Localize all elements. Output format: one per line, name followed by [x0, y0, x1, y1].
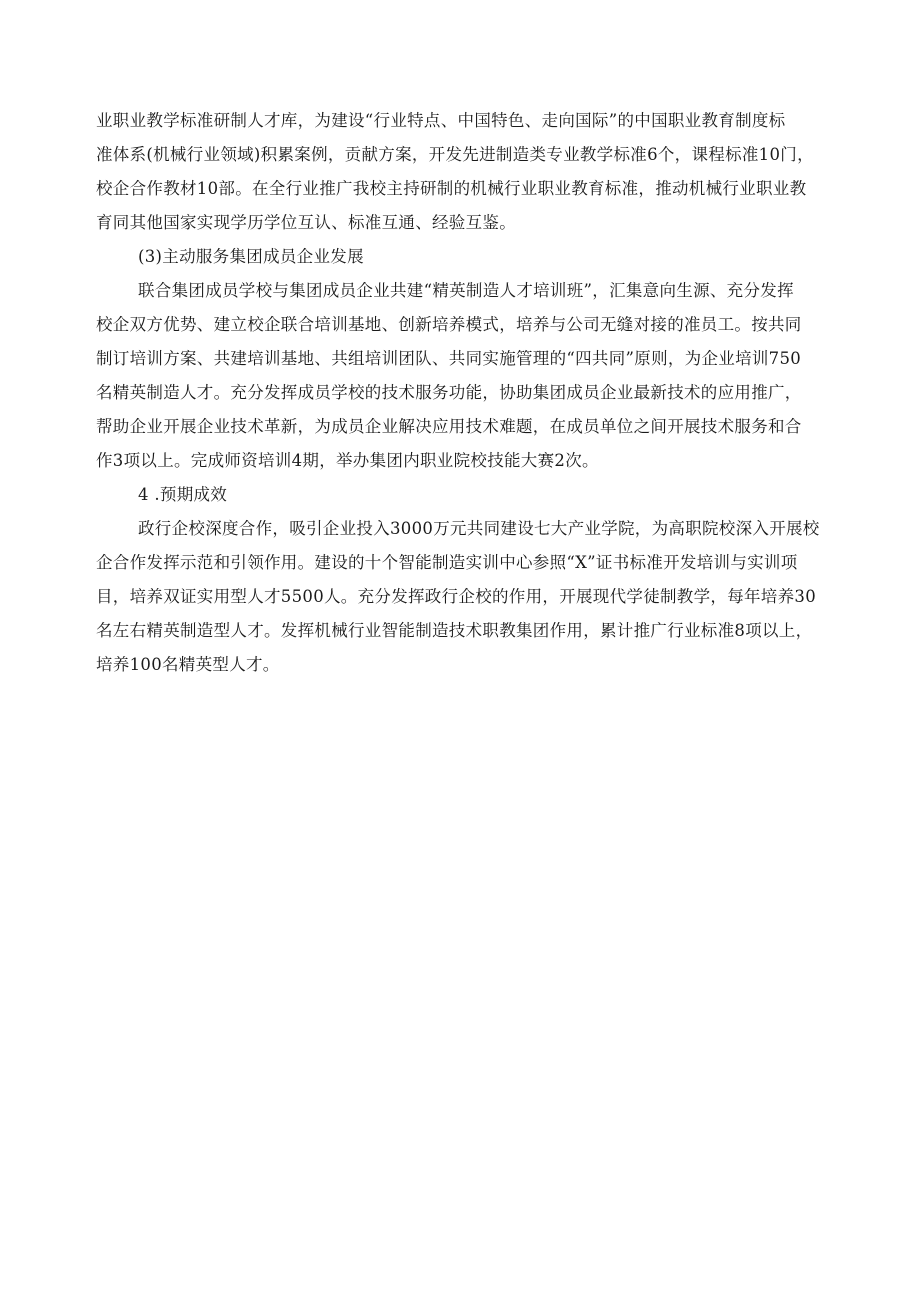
- body-line-3: 校企合作教材10部。在全行业推广我校主持研制的机械行业职业教育标准，推动机械行业职业教: [96, 179, 807, 198]
- body-line-15: 目，培养双证实用型人才5500人。充分发挥政行企校的作用，开展现代学徒制教学，每年培养30: [96, 587, 816, 606]
- body-line-4: 育同其他国家实现学历学位互认、标准互通、经验互鉴。: [96, 213, 516, 232]
- body-line-1: 业职业教学标准研制人才库，为建设“行业特点、中国特色、走向国际”的中国职业教育制度标: [96, 111, 786, 130]
- body-line-8: 制订培训方案、共建培训基地、共组培训团队、共同实施管理的“四共同”原则，为企业培训750: [96, 349, 802, 368]
- section-heading-4: 4 .预期成效: [138, 485, 228, 504]
- document-body: [96, 104, 836, 682]
- section-heading-3: (3)主动服务集团成员企业发展: [138, 247, 364, 266]
- body-line-7: 校企双方优势、建立校企联合培训基地、创新培养模式，培养与公司无缝对接的准员工。按共同: [96, 315, 802, 334]
- body-line-11: 作3项以上。完成师资培训4期，举办集团内职业院校技能大赛2次。: [96, 451, 599, 470]
- body-line-14: 企合作发挥示范和引领作用。建设的十个智能制造实训中心参照“X”证书标准开发培训与实训项: [96, 553, 798, 572]
- body-line-10: 帮助企业开展企业技术革新，为成员企业解决应用技术难题，在成员单位之间开展技术服务和合: [96, 417, 802, 436]
- paragraph-start-line: 联合集团成员学校与集团成员企业共建“精英制造人才培训班”，汇集意向生源、充分发挥: [138, 281, 794, 300]
- body-line-2: 准体系(机械行业领域)积累案例，贡献方案，开发先进制造类专业教学标准6个，课程标准10门，: [96, 145, 814, 164]
- body-line-16: 名左右精英制造型人才。发挥机械行业智能制造技术职教集团作用，累计推广行业标准8项以上，: [96, 621, 813, 640]
- body-line-17: 培养100名精英型人才。: [96, 655, 280, 674]
- paragraph-start-line: 政行企校深度合作，吸引企业投入3000万元共同建设七大产业学院，为高职院校深入开展校: [138, 519, 820, 538]
- body-line-9: 名精英制造人才。充分发挥成员学校的技术服务功能，协助集团成员企业最新技术的应用推广，: [96, 383, 802, 402]
